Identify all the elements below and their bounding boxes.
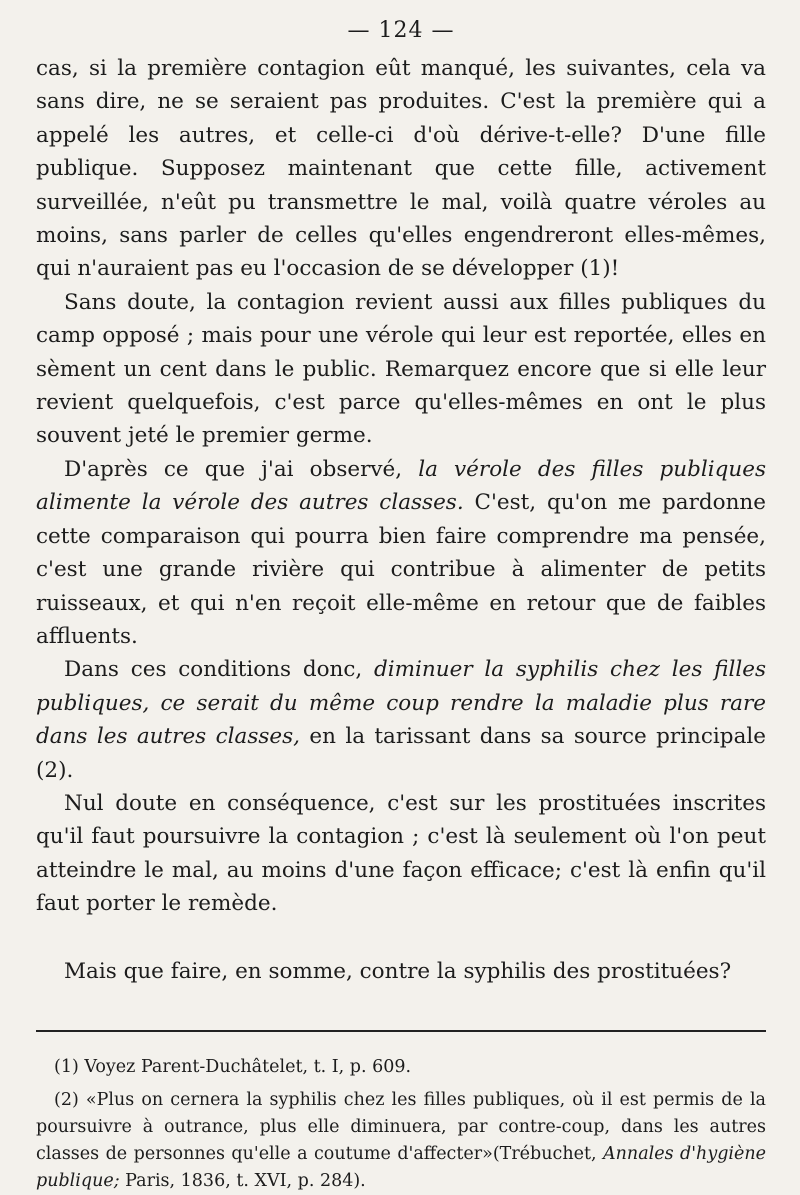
footnote-divider — [36, 1030, 766, 1032]
paragraph-3 — [36, 453, 766, 653]
paragraph-4-italic: diminuer la syphilis chez les filles publiques, ce serait du même coup rendre la maladie plus rare dans les autres classes, — [36, 657, 766, 750]
footnote-2-end: Paris, 1836, t. XVI, p. 284). — [119, 1170, 366, 1191]
page-number: — 124 — — [347, 18, 455, 43]
paragraph-4-end: en la tarissant dans sa source principale (2). — [36, 724, 766, 783]
paragraph-1: cas, si la première contagion eût manqué, les suivantes, cela va sans dire, ne se seraient pas produites. C'est la première qui a appelé les autres, et celle-ci d'où dérive-t-elle? D'une fille publique. Supposez maintenant que cette fille, activement surveillée, n'eût pu transmettre le mal, voilà quatre véroles au moins, sans parler de celles qu'elles engendreront elles-mêmes, qui n'auraient pas eu l'occasion de se développer (1)! — [36, 56, 766, 282]
paragraph-4-start: Dans ces conditions donc, — [64, 657, 375, 683]
paragraph-2: Sans doute, la contagion revient aussi aux filles publiques du camp opposé ; mais pour une vérole qui leur est reportée, elles en sèment un cent dans le public. Remarquez encore que si elle leur revient quelquefois, c'est parce qu'elles-mêmes en ont le plus souvent jeté le premier germe. — [36, 289, 766, 449]
body-text — [36, 52, 766, 988]
paragraph-3-italic: la vérole des filles publiques alimente la vérole des autres classes. — [36, 456, 766, 516]
paragraph-4 — [36, 653, 766, 787]
paragraph-3-end: C'est, qu'on me pardonne cette comparaison qui pourra bien faire comprendre ma pensée, c'est une grande rivière qui contribue à alimenter de petits ruisseaux, et qui n'en reçoit elle-même en retour que de faibles affluents. — [36, 490, 767, 649]
paragraph-3-start: D'après ce que j'ai observé, — [64, 456, 419, 482]
paragraph-5: Nul doute en conséquence, c'est sur les prostituées inscrites qu'il faut poursuivre la contagion ; c'est là seulement où l'on peut atteindre le mal, au moins d'une façon efficace; c'est là enfin qu'il faut porter le remède. — [36, 790, 766, 917]
paragraph-6: Mais que faire, en somme, contre la syphilis des prostituées? — [64, 958, 732, 984]
footnote-2 — [36, 1087, 766, 1195]
footnote-2-italic: Annales d'hygiène publique; — [36, 1143, 766, 1191]
footnotes — [36, 1054, 766, 1195]
footnote-2-start: (2) «Plus on cernera la syphilis chez les filles publiques, où il est permis de la poursuivre à outrance, plus elle diminuera, par contre-coup, dans les autres classes de personnes qu'elle a coutume d'affecter»(Trébuchet, — [36, 1089, 766, 1164]
footnote-1: (1) Voyez Parent-Duchâtelet, t. I, p. 609. — [54, 1056, 412, 1077]
